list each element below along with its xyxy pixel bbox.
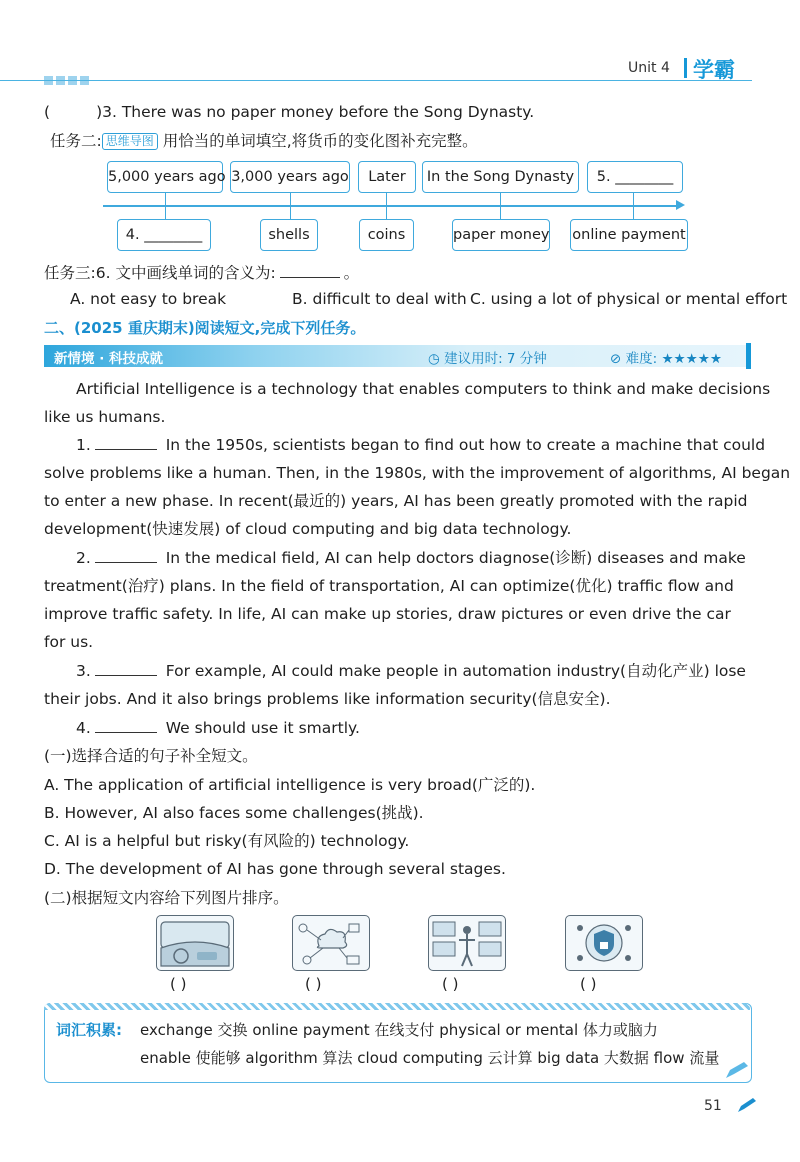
pencil-icon (736, 1096, 758, 1114)
part1-option-d: D. The development of AI has gone through several stages. (44, 860, 506, 878)
vocabulary-box-stripe (44, 1003, 750, 1010)
blank-number-1: 1. (76, 436, 91, 454)
banner-difficulty-text: 难度: ★★★★★ (625, 351, 722, 367)
order-blank-4[interactable]: ( ) (580, 975, 597, 993)
answer-paren-close: ) (96, 103, 103, 121)
order-blank-3[interactable]: ( ) (442, 975, 459, 993)
connector (165, 192, 166, 206)
picture-ai-screens (428, 915, 506, 971)
p2-text: In the medical field, AI can help doctors diagnose(诊断) diseases and make (165, 549, 746, 567)
answer-blank-6[interactable] (280, 263, 340, 278)
part1-option-b: B. However, AI also faces some challenges(挑战). (44, 804, 424, 822)
question-3-text: 3. There was no paper money before the Song Dynasty. (102, 103, 535, 121)
banner-end-bar (746, 343, 751, 369)
order-blank-1[interactable]: ( ) (170, 975, 187, 993)
banner-context: 新情境 · 科技成就 (54, 351, 164, 367)
timeline-arrow-line (103, 205, 678, 207)
task3-option-b: B. difficult to deal with (292, 290, 467, 308)
passage-p1-line4: development(快速发展) of cloud computing and big data technology. (44, 520, 572, 538)
connector (290, 192, 291, 206)
box-song-dynasty: In the Song Dynasty (422, 161, 579, 193)
connector (633, 206, 634, 219)
task2-instruction: 用恰当的单词填空,将货币的变化图补充完整。 (162, 132, 478, 150)
answer-blank-1[interactable] (95, 435, 157, 450)
answer-paren-open: ( (44, 103, 51, 121)
question-3 (44, 101, 534, 123)
vocabulary-box (44, 1003, 752, 1083)
banner-time-text: 建议用时: 7 分钟 (444, 351, 547, 367)
task3-end: 。 (343, 264, 360, 282)
header-rule (0, 80, 752, 81)
screens-person-icon (429, 916, 505, 970)
picture-cloud-computing (292, 915, 370, 971)
part1-option-a: A. The application of artificial intelligence is very broad(广泛的). (44, 776, 536, 794)
answer-blank-3[interactable] (95, 661, 157, 676)
picture-information-security (565, 915, 643, 971)
mind-map-tag: 思维导图 (102, 133, 158, 150)
vocabulary-line-2: enable 使能够 algorithm 算法 cloud computing 云计算 big data 大数据 flow 流量 (140, 1049, 720, 1067)
cloud-network-icon (293, 916, 369, 970)
connector (633, 192, 634, 206)
passage-p2-line4: for us. (44, 633, 94, 651)
page-number: 51 (704, 1098, 722, 1114)
passage-p2-line1 (76, 547, 746, 569)
p1-text: In the 1950s, scientists began to find out how to create a machine that could (165, 436, 766, 454)
part2-title: (二)根据短文内容给下列图片排序。 (44, 889, 289, 907)
p3-text: For example, AI could make people in automation industry(自动化产业) lose (165, 662, 746, 680)
passage-p3-line2: their jobs. And it also brings problems like information security(信息安全). (44, 690, 611, 708)
box-paper-money: paper money (452, 219, 550, 251)
passage-p4-line1 (76, 717, 360, 739)
task3-option-c: C. using a lot of physical or mental effort (470, 290, 788, 308)
task2-prefix: 任务二: (50, 132, 102, 150)
arrowhead-icon (676, 200, 685, 210)
connector (386, 192, 387, 206)
passage-p1-line1 (76, 434, 765, 456)
vocabulary-label: 词汇积累: (56, 1021, 122, 1039)
passage-p1-line2: solve problems like a human. Then, in the 1980s, with the improvement of algorithms, AI began (44, 464, 791, 482)
passage-intro-line2: like us humans. (44, 408, 166, 426)
car-dashboard-icon (157, 916, 233, 970)
section2-title: 二、(2025 重庆期末)阅读短文,完成下列任务。 (44, 319, 366, 337)
passage-p2-line2: treatment(治疗) plans. In the field of transportation, AI can optimize(优化) traffic flow and (44, 577, 734, 595)
passage-p1-line3: to enter a new phase. In recent(最近的) years, AI has been greatly promoted with the rapid (44, 492, 748, 510)
passage-p3-line1 (76, 660, 746, 682)
security-shield-icon (566, 916, 642, 970)
clock-icon: ◷ (428, 351, 445, 367)
box-later: Later (358, 161, 416, 193)
picture-self-driving-car (156, 915, 234, 971)
task2-heading (50, 130, 478, 152)
box-blank-4[interactable]: 4. ________ (117, 219, 211, 251)
header-divider (684, 58, 687, 78)
connector (386, 206, 387, 219)
connector (165, 206, 166, 219)
p4-text: We should use it smartly. (165, 719, 360, 737)
task3-text: 任务三:6. 文中画线单词的含义为: (44, 264, 276, 282)
part1-title: (一)选择合适的句子补全短文。 (44, 747, 258, 765)
connector (500, 206, 501, 219)
box-5000-years-ago: 5,000 years ago (107, 161, 223, 193)
check-icon: ⊘ (610, 351, 626, 367)
task3-question (44, 262, 359, 284)
vocabulary-line-1: exchange 交换 online payment 在线支付 physical or mental 体力或脑力 (140, 1021, 658, 1039)
box-3000-years-ago: 3,000 years ago (230, 161, 350, 193)
box-coins: coins (359, 219, 414, 251)
connector (500, 192, 501, 206)
banner-difficulty (610, 347, 722, 367)
blank-number-2: 2. (76, 549, 91, 567)
answer-blank-4[interactable] (95, 718, 157, 733)
connector (290, 206, 291, 219)
box-online-payment: online payment (570, 219, 688, 251)
box-shells: shells (260, 219, 318, 251)
banner-time (428, 347, 547, 367)
blank-number-4: 4. (76, 719, 91, 737)
unit-label: Unit 4 (628, 60, 670, 76)
answer-blank-2[interactable] (95, 548, 157, 563)
pencil-icon (724, 1060, 750, 1080)
task3-option-a: A. not easy to break (70, 290, 227, 308)
box-blank-5[interactable]: 5. ________ (587, 161, 683, 193)
blank-number-3: 3. (76, 662, 91, 680)
passage-p2-line3: improve traffic safety. In life, AI can make up stories, draw pictures or even drive the car (44, 605, 731, 623)
order-blank-2[interactable]: ( ) (305, 975, 322, 993)
passage-intro-line1: Artificial Intelligence is a technology that enables computers to think and make decisions (76, 380, 771, 398)
part1-option-c: C. AI is a helpful but risky(有风险的) technology. (44, 832, 410, 850)
brand-logo: 学霸 (693, 58, 735, 82)
